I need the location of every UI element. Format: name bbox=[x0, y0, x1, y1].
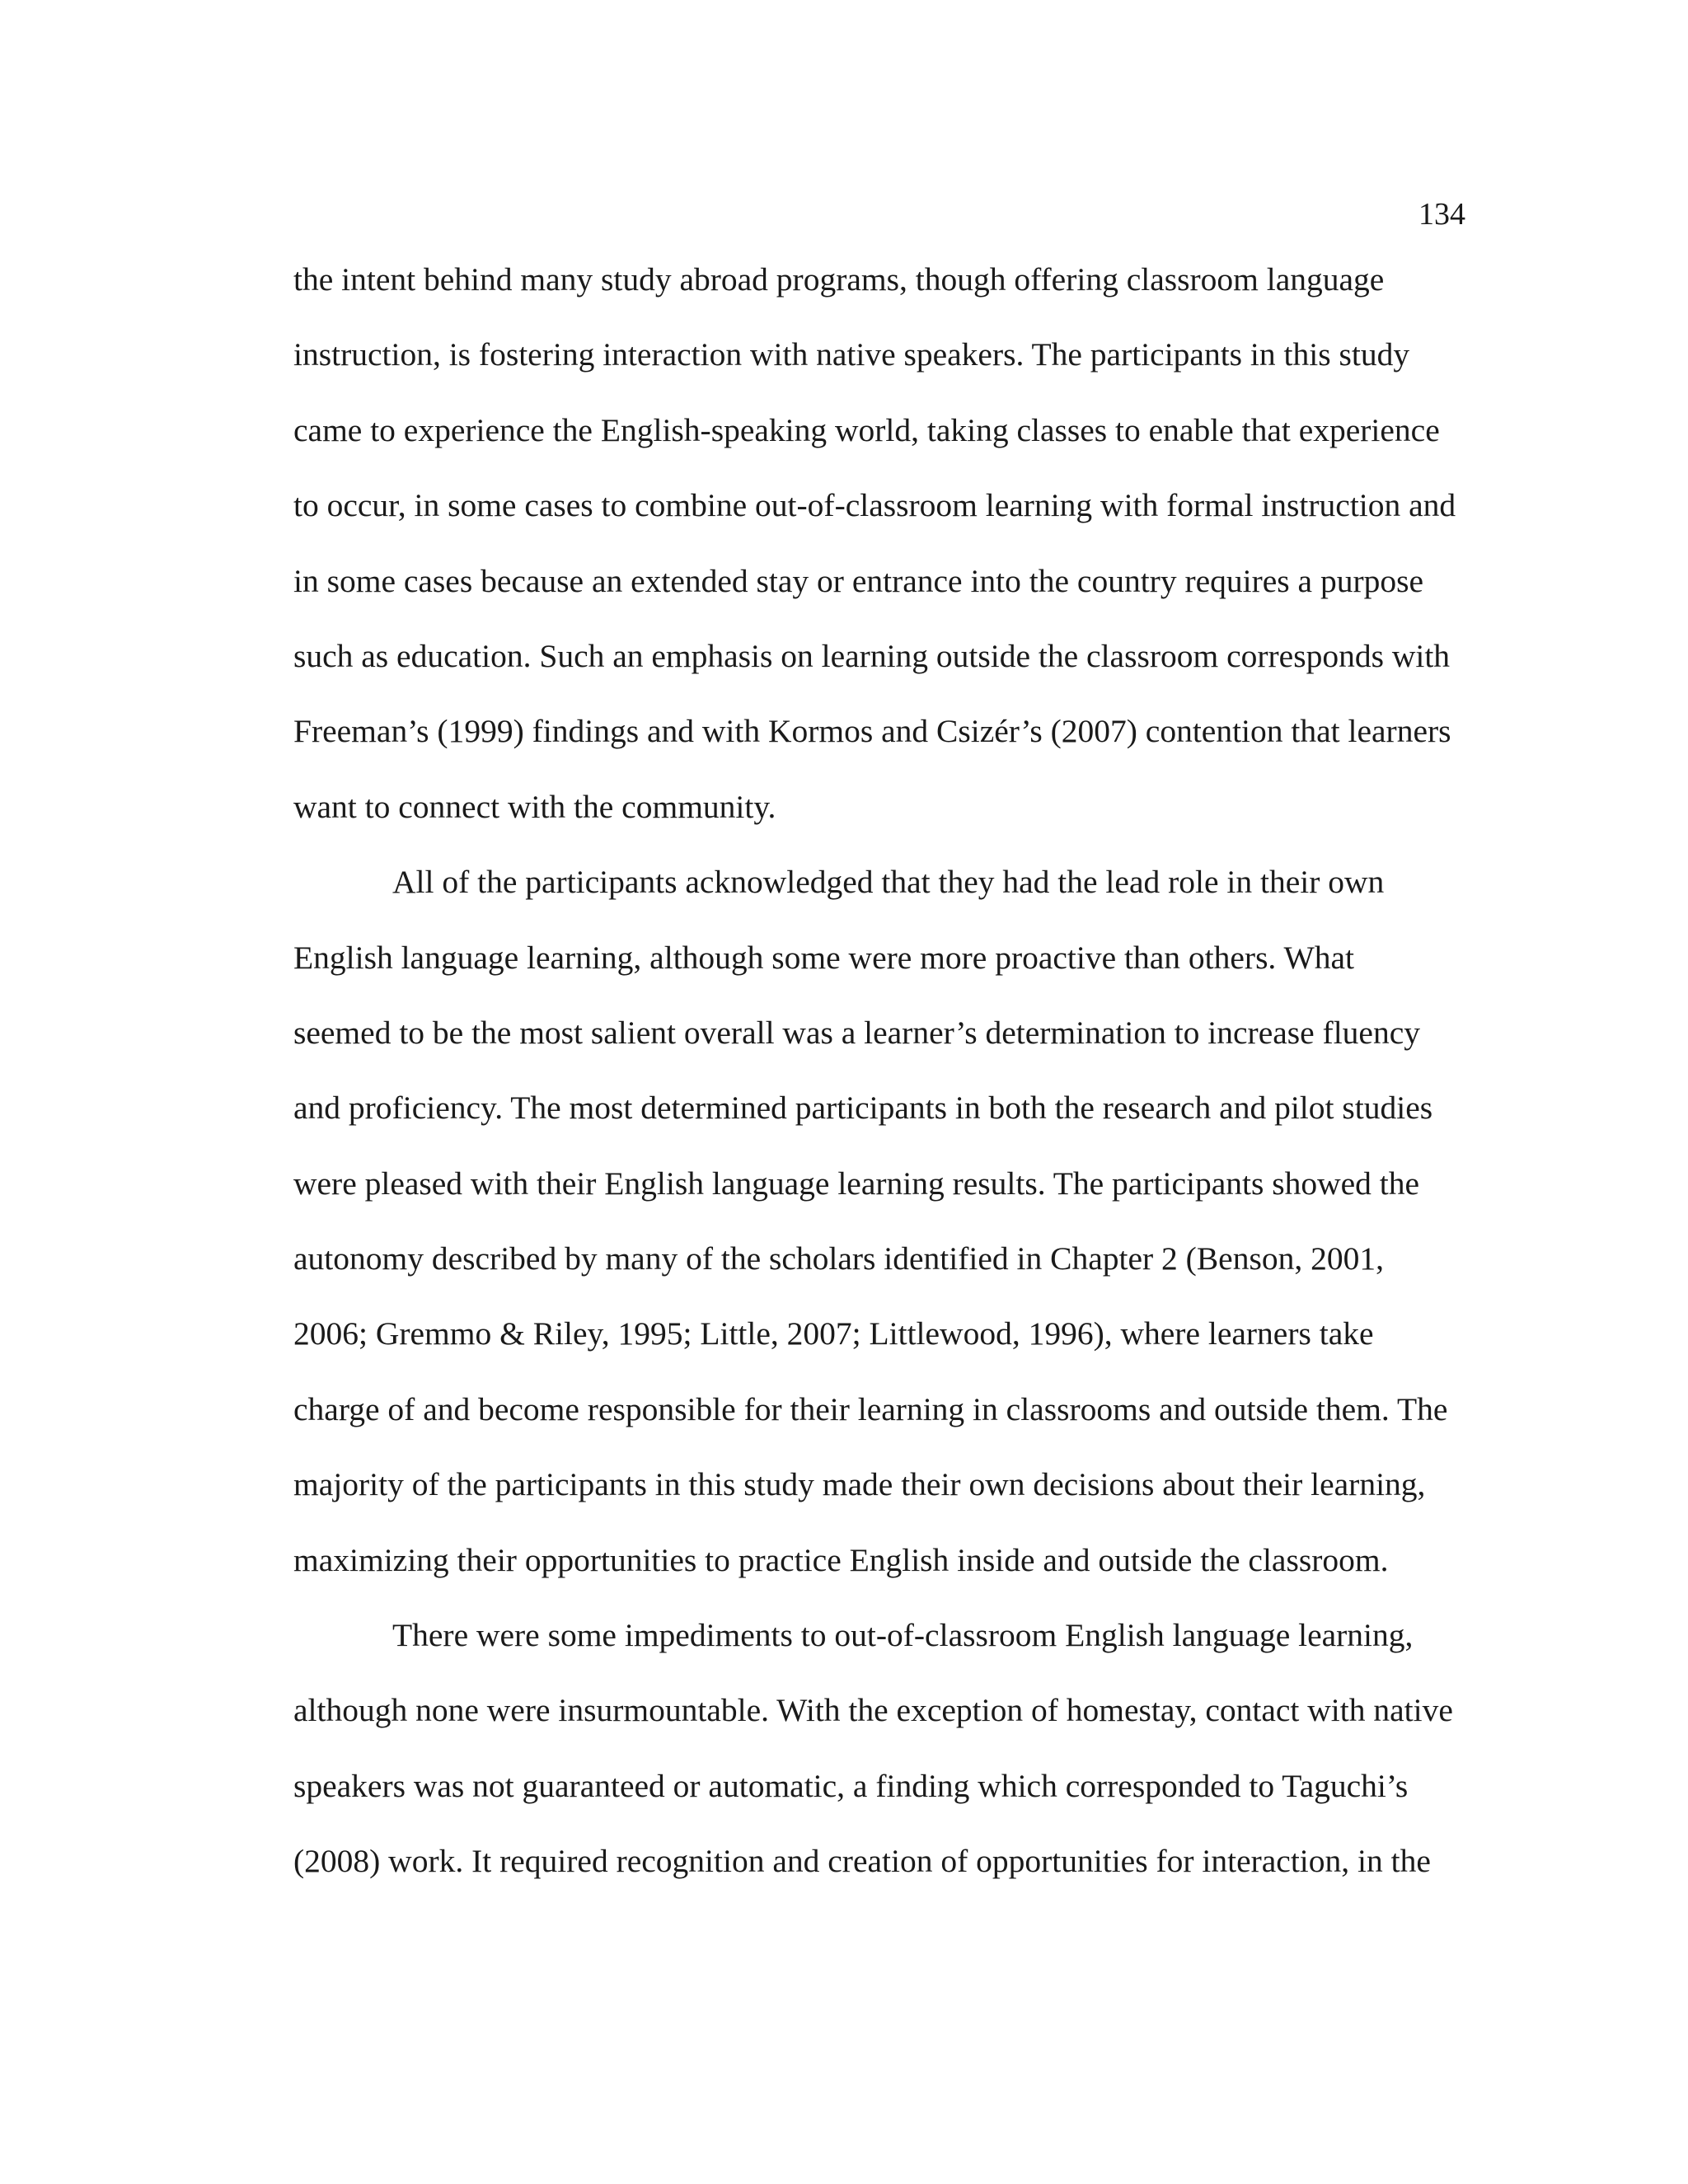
text-line: maximizing their opportunities to practice English inside and outside the classroom. bbox=[293, 1541, 1389, 1578]
text-line: autonomy described by many of the scholars identified in Chapter 2 (Benson, 2001, bbox=[293, 1240, 1384, 1277]
text-line: charge of and become responsible for their learning in classrooms and outside them. The bbox=[293, 1390, 1448, 1427]
text-line: the intent behind many study abroad programs, though offering classroom language bbox=[293, 261, 1385, 298]
text-line: English language learning, although some were more proactive than others. What bbox=[293, 939, 1355, 976]
text-line: want to connect with the community. bbox=[293, 788, 776, 825]
text-line: seemed to be the most salient overall was a learner’s determination to increase fluency bbox=[293, 1014, 1420, 1051]
text-line: were pleased with their English language learning results. The participants showed the bbox=[293, 1165, 1420, 1202]
text-line: in some cases because an extended stay or entrance into the country requires a purpose bbox=[293, 562, 1424, 599]
text-line: and proficiency. The most determined participants in both the research and pilot studies bbox=[293, 1090, 1433, 1127]
body-text bbox=[293, 255, 1497, 1913]
text-line: although none were insurmountable. With the exception of homestay, contact with native bbox=[293, 1692, 1453, 1729]
text-line: majority of the participants in this study made their own decisions about their learning, bbox=[293, 1466, 1426, 1503]
text-line: Freeman’s (1999) findings and with Kormos and Csizér’s (2007) contention that learners bbox=[293, 713, 1451, 750]
text-line: 2006; Gremmo & Riley, 1995; Little, 2007; Littlewood, 1996), where learners take bbox=[293, 1315, 1374, 1352]
paragraph-3 bbox=[293, 1611, 1497, 1913]
text-line: speakers was not guaranteed or automatic, a finding which corresponded to Taguchi’s bbox=[293, 1767, 1409, 1804]
text-line: (2008) work. It required recognition and creation of opportunities for interaction, in the bbox=[293, 1843, 1431, 1880]
text-line: There were some impediments to out-of-classroom English language learning, bbox=[392, 1617, 1414, 1654]
page-number: 134 bbox=[1418, 197, 1465, 232]
paragraph-1 bbox=[293, 255, 1497, 858]
text-line: came to experience the English-speaking world, taking classes to enable that experience bbox=[293, 411, 1440, 448]
text-line: instruction, is fostering interaction with native speakers. The participants in this study bbox=[293, 336, 1410, 373]
text-line: such as education. Such an emphasis on learning outside the classroom corresponds with bbox=[293, 637, 1451, 674]
text-line: to occur, in some cases to combine out-of-classroom learning with formal instruction and bbox=[293, 487, 1456, 524]
text-line: All of the participants acknowledged that they had the lead role in their own bbox=[392, 864, 1385, 901]
paragraph-2 bbox=[293, 858, 1497, 1611]
